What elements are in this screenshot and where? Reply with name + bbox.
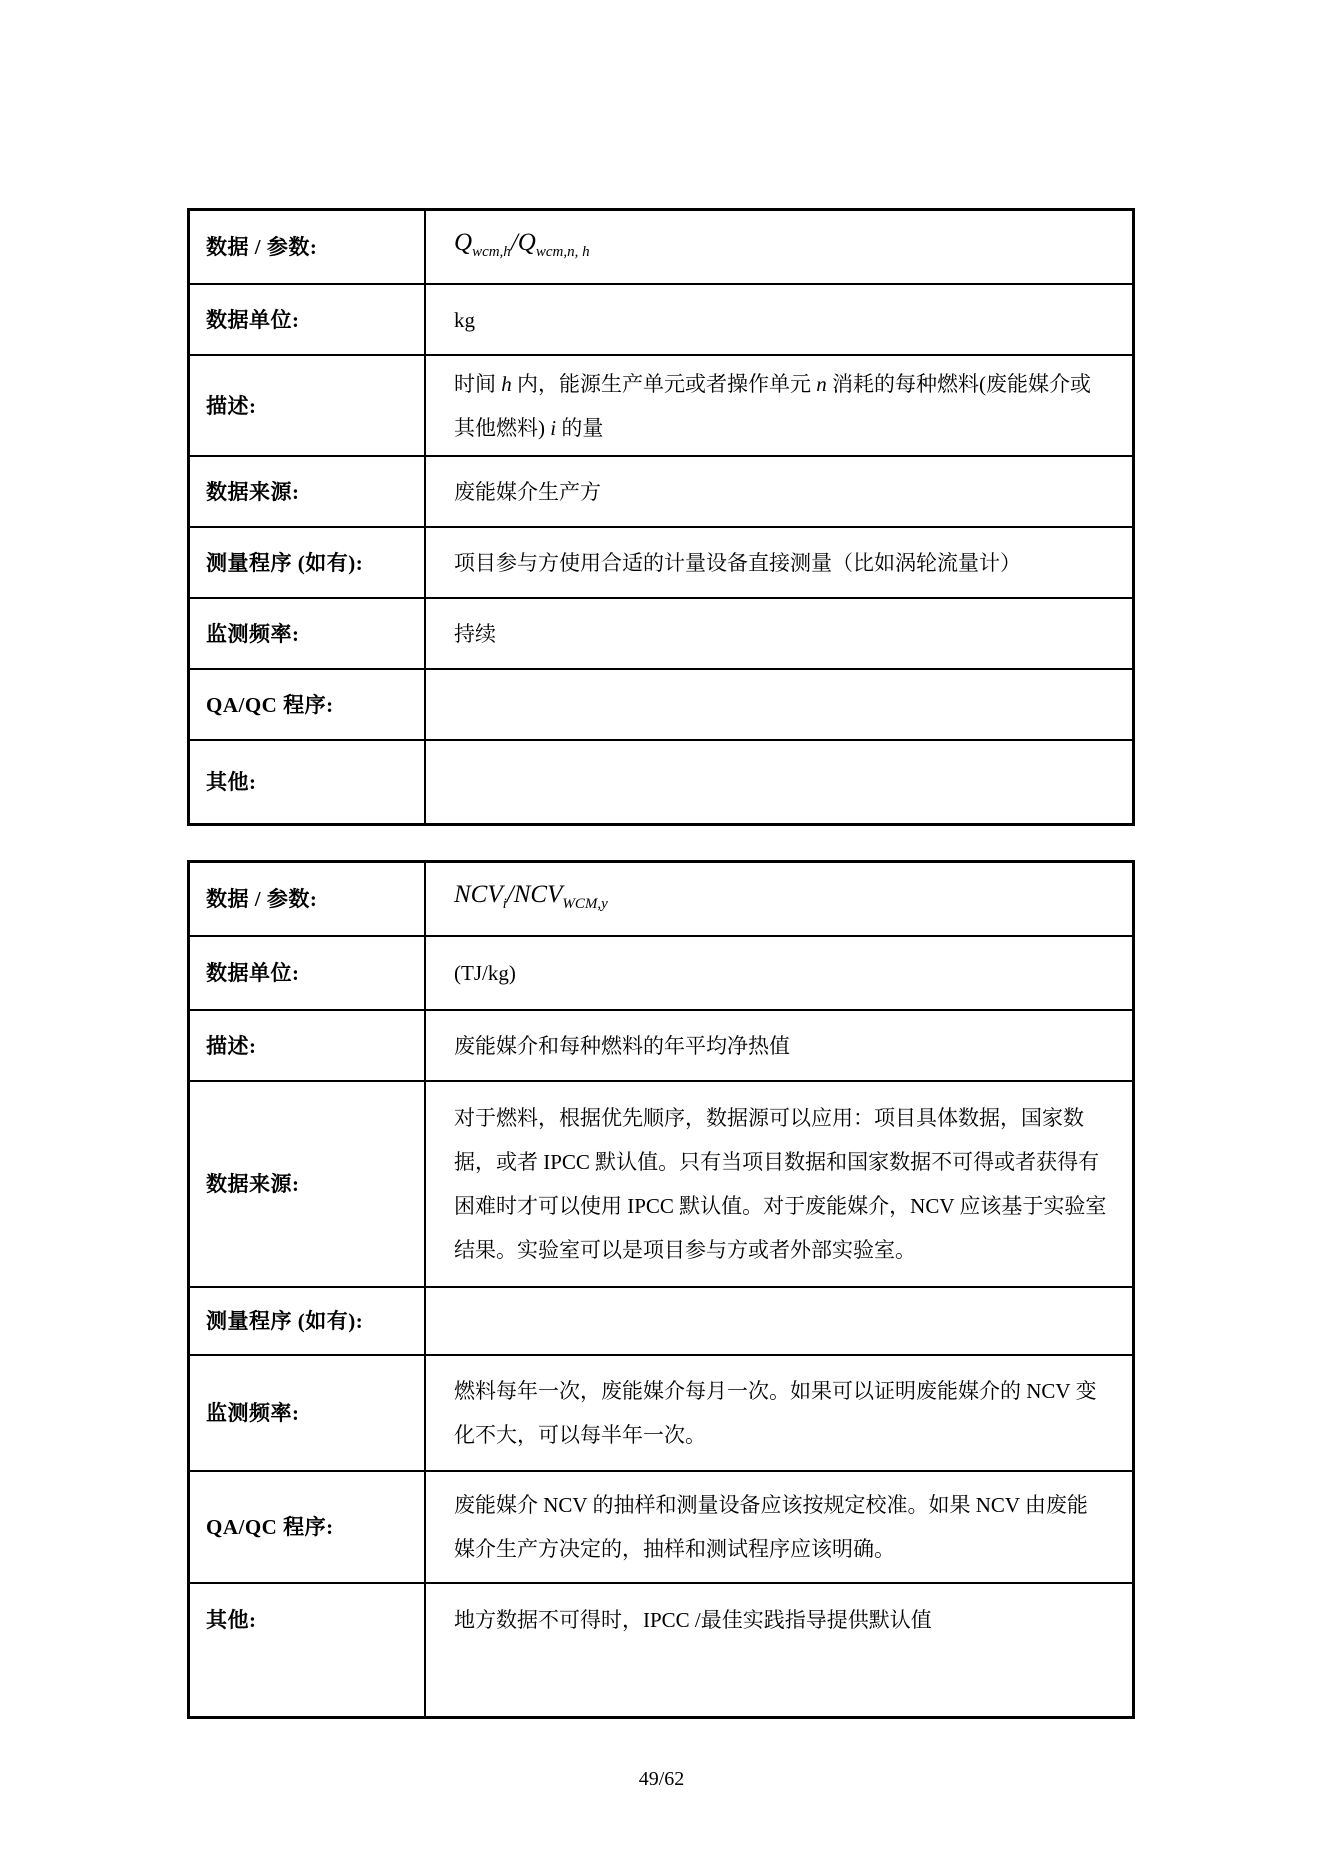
row-value: 时间 h 内，能源生产单元或者操作单元 n 消耗的每种燃料(废能媒介或其他燃料) i 的量 — [425, 355, 1134, 456]
row-label: QA/QC 程序: — [189, 1471, 426, 1583]
table-row — [189, 1471, 1134, 1583]
row-value: 地方数据不可得时，IPCC /最佳实践指导提供默认值 — [425, 1583, 1134, 1718]
row-label: 描述: — [189, 355, 426, 456]
table-row — [189, 210, 1134, 285]
row-value — [425, 1287, 1134, 1355]
row-label: 数据单位: — [189, 284, 426, 355]
row-value: 项目参与方使用合适的计量设备直接测量（比如涡轮流量计） — [425, 527, 1134, 598]
table-row — [189, 355, 1134, 456]
row-label: 描述: — [189, 1010, 426, 1081]
row-label: 数据来源: — [189, 456, 426, 527]
row-value: kg — [425, 284, 1134, 355]
row-value: 燃料每年一次，废能媒介每月一次。如果可以证明废能媒介的 NCV 变化不大，可以每半年一次。 — [425, 1355, 1134, 1471]
table-row — [189, 1583, 1134, 1718]
table-row — [189, 1287, 1134, 1355]
table-row — [189, 456, 1134, 527]
row-label: 测量程序 (如有): — [189, 1287, 426, 1355]
row-label: 测量程序 (如有): — [189, 527, 426, 598]
table-row — [189, 1355, 1134, 1471]
row-label: QA/QC 程序: — [189, 669, 426, 740]
row-value — [425, 740, 1134, 825]
row-label: 数据 / 参数: — [189, 862, 426, 937]
row-value: 废能媒介 NCV 的抽样和测量设备应该按规定校准。如果 NCV 由废能媒介生产方决定的，抽样和测试程序应该明确。 — [425, 1471, 1134, 1583]
row-label: 数据 / 参数: — [189, 210, 426, 285]
table-row — [189, 862, 1134, 937]
parameter-table-qwcm — [187, 208, 1135, 826]
table-row — [189, 598, 1134, 669]
row-value — [425, 669, 1134, 740]
table-row — [189, 740, 1134, 825]
row-label: 其他: — [189, 1583, 426, 1718]
row-label: 监测频率: — [189, 598, 426, 669]
table-row — [189, 669, 1134, 740]
row-value-formula: $Q_{wcm,h}/Q_{wcm,n, h}$ — [425, 210, 1134, 285]
row-label: 监测频率: — [189, 1355, 426, 1471]
parameter-table-ncv — [187, 860, 1135, 1719]
row-label: 数据单位: — [189, 936, 426, 1010]
row-value: (TJ/kg) — [425, 936, 1134, 1010]
row-label: 其他: — [189, 740, 426, 825]
table-row — [189, 1010, 1134, 1081]
table-row — [189, 936, 1134, 1010]
table-row — [189, 284, 1134, 355]
table-row — [189, 527, 1134, 598]
page-number: 49/62 — [638, 1768, 685, 1790]
row-value: 对于燃料，根据优先顺序，数据源可以应用：项目具体数据，国家数据，或者 IPCC 默认值。只有当项目数据和国家数据不可得或者获得有困难时才可以使用 IPCC 默认值。对于废能媒介，NCV 应该基于实验室结果。实验室可以是项目参与方或者外部实验室。 — [425, 1081, 1134, 1287]
row-value-formula: $NCV_i/NCV_{WCM,y}$ — [425, 862, 1134, 937]
row-value: 废能媒介生产方 — [425, 456, 1134, 527]
row-value: 废能媒介和每种燃料的年平均净热值 — [425, 1010, 1134, 1081]
table-row — [189, 1081, 1134, 1287]
row-label: 数据来源: — [189, 1081, 426, 1287]
row-value: 持续 — [425, 598, 1134, 669]
